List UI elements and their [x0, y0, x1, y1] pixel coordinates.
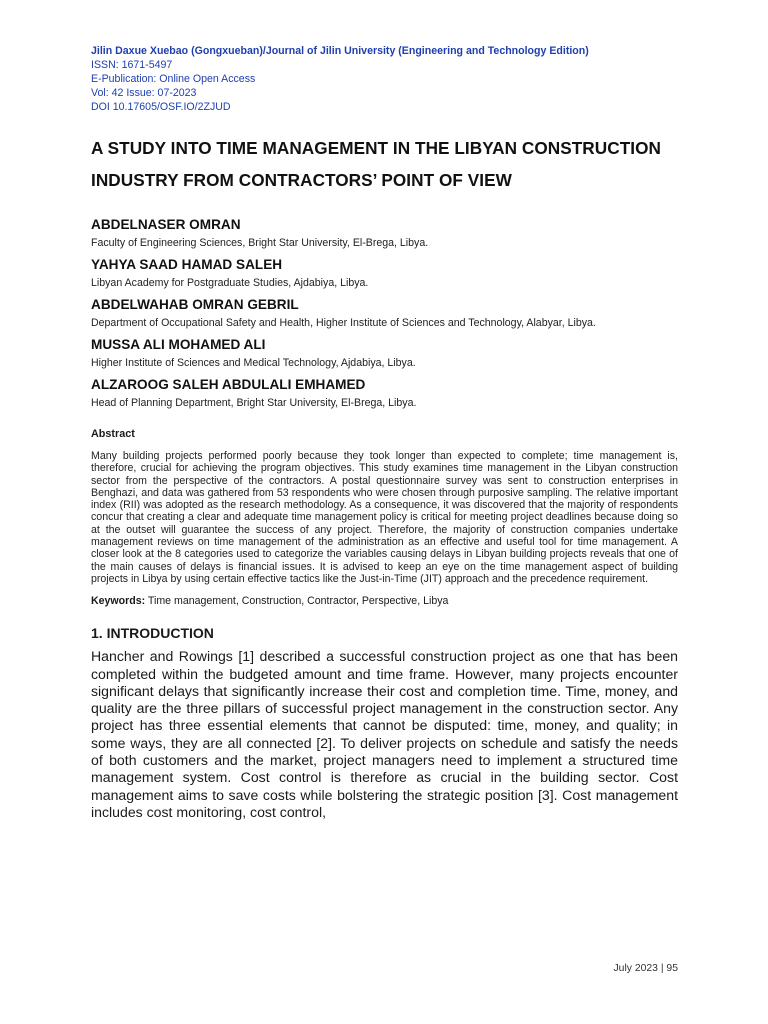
- author-entry: [91, 376, 678, 410]
- abstract-heading: Abstract: [91, 428, 135, 440]
- paper-page: [91, 44, 678, 821]
- journal-volume: Vol: 42 Issue: 07-2023: [91, 87, 197, 99]
- journal-header: [91, 44, 678, 114]
- paper-title: [91, 132, 678, 196]
- keywords: [91, 595, 678, 608]
- author-name: ALZAROOG SALEH ABDULALI EMHAMED: [91, 377, 366, 392]
- author-name: ABDELNASER OMRAN: [91, 217, 241, 232]
- section-heading-introduction: 1. INTRODUCTION: [91, 625, 214, 642]
- author-name: MUSSA ALI MOHAMED ALI: [91, 337, 266, 352]
- author-entry: [91, 216, 678, 250]
- author-affiliation: Libyan Academy for Postgraduate Studies, Ajdabiya, Libya.: [91, 277, 369, 289]
- journal-issn: ISSN: 1671-5497: [91, 59, 173, 71]
- journal-publication: E-Publication: Online Open Access: [91, 73, 256, 85]
- paper-title-line-2: INDUSTRY FROM CONTRACTORS’ POINT OF VIEW: [91, 170, 512, 190]
- page-footer: July 2023 | 95: [613, 963, 678, 974]
- author-affiliation: Faculty of Engineering Sciences, Bright Star University, El-Brega, Libya.: [91, 237, 429, 249]
- author-name: ABDELWAHAB OMRAN GEBRIL: [91, 297, 299, 312]
- author-list: [91, 216, 678, 410]
- author-name: YAHYA SAAD HAMAD SALEH: [91, 257, 283, 272]
- abstract-text: Many building projects performed poorly because they took longer than expected to complete; time management is, therefore, crucial for achieving the program objectives. This study examines time management in the Libyan construction sector from the perspective of the contractors. A postal questionnaire survey was sent to construction enterprises in Benghazi, and data was gathered from 53 respondents who were chosen through purposive sampling. The relative important index (RII) was adopted as the research methodology. As a consequence, it was discovered that the majority of respondents concur that creating a clear and adequate time management policy is critical for meeting project deadlines because doing so at the outset will guarantee the success of any project. Therefore, the majority of construction companies undertake management reviews on time management of the administration as an effective and useful tool for time management. A closer look at the 8 categories used to categorize the variables causing delays in Libyan building projects reveals that one of the main causes of delays is financial issues. It is advised to keep an eye on the time management aspect of building projects in Libya by using certain effective tactics like the Just-in-Time (JIT) approach and the precedence requirement.: [91, 450, 678, 585]
- paper-title-line-1: A STUDY INTO TIME MANAGEMENT IN THE LIBYAN CONSTRUCTION: [91, 138, 661, 158]
- keywords-text: Time management, Construction, Contractor, Perspective, Libya: [145, 595, 449, 608]
- author-entry: [91, 296, 678, 330]
- author-entry: [91, 256, 678, 290]
- author-entry: [91, 336, 678, 370]
- author-affiliation: Head of Planning Department, Bright Star University, El-Brega, Libya.: [91, 397, 417, 409]
- journal-name: Jilin Daxue Xuebao (Gongxueban)/Journal of Jilin University (Engineering and Technology Edition): [91, 45, 589, 57]
- keywords-label: Keywords:: [91, 595, 146, 608]
- author-affiliation: Department of Occupational Safety and Health, Higher Institute of Sciences and Technology, Alabyar, Libya.: [91, 317, 596, 329]
- introduction-text: Hancher and Rowings [1] described a successful construction project as one that has been completed within the budgeted amount and time frame. However, many projects encounter significant delays that significantly increase their cost and completion time. Time, money, and quality are the three pillars of successful project management in the construction sector. Any project has three essential elements that cannot be disputed: time, money, and quality; in some ways, they are all connected [2]. To deliver projects on schedule and satisfy the needs of both customers and the market, project managers need to implement a structured time management system. Cost control is therefore as crucial in the building sector. Cost management aims to save costs while bolstering the strategic position [3]. Cost management includes cost monitoring, cost control,: [91, 648, 678, 820]
- author-affiliation: Higher Institute of Sciences and Medical Technology, Ajdabiya, Libya.: [91, 357, 416, 369]
- journal-doi: DOI 10.17605/OSF.IO/2ZJUD: [91, 101, 231, 113]
